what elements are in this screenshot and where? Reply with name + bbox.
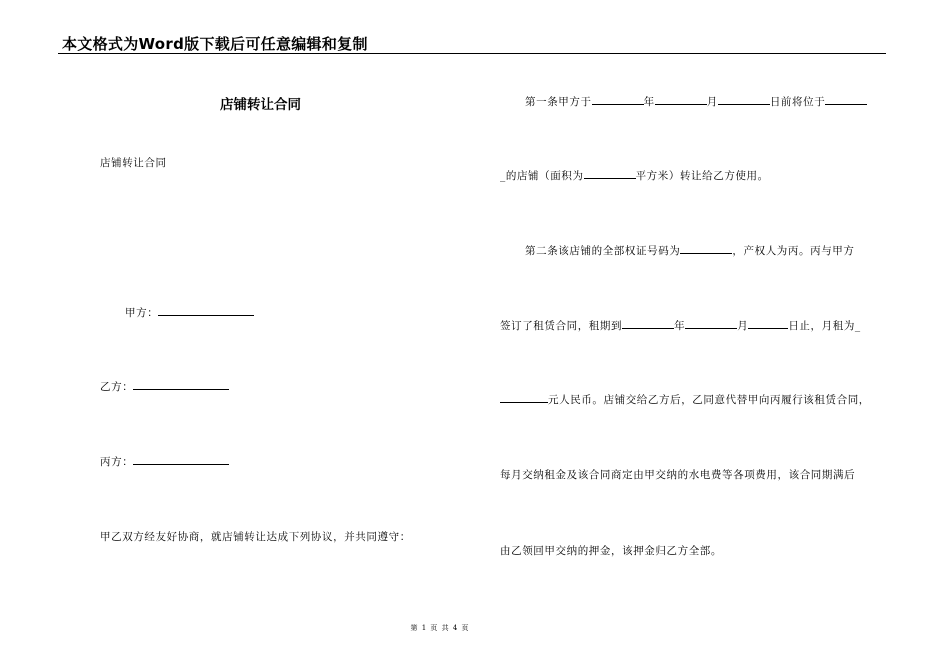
party-b-line (100, 379, 229, 394)
header-rule (58, 53, 886, 54)
area-text: _的店铺（面积为 (500, 170, 584, 182)
clause-1-line-2 (500, 168, 769, 183)
rent-text: 日止，月租为_ (788, 320, 861, 332)
document-title: 店铺转让合同 (220, 97, 301, 113)
lease-day-blank (748, 318, 788, 329)
area-blank (584, 168, 636, 179)
lease-text: 签订了租赁合同，租期到 (500, 320, 623, 332)
party-b-blank (133, 379, 229, 390)
month-label: 月 (706, 96, 718, 108)
month-blank (655, 94, 707, 105)
transfer-text: 平方米）转让给乙方使用。 (635, 170, 769, 182)
clause-2-line-1 (525, 243, 855, 258)
rent-amount-blank (500, 392, 548, 403)
lease-month-label: 月 (737, 320, 749, 332)
party-c-label: 丙方： (100, 456, 134, 468)
year-blank (592, 94, 644, 105)
clause-2-line-5: 由乙领回甲交纳的押金，该押金归乙方全部。 (500, 545, 722, 557)
clause-2-line-3 (500, 392, 870, 407)
party-a-line (125, 305, 254, 320)
day-blank (718, 94, 770, 105)
intro-paragraph: 甲乙双方经友好协商，就店铺转让达成下列协议，并共同遵守： (100, 531, 411, 543)
party-a-label: 甲方： (125, 307, 159, 319)
party-a-blank (158, 305, 254, 316)
clause-2-text: 第二条该店铺的全部权证号码为 (525, 245, 681, 257)
party-c-blank (133, 454, 229, 465)
location-label: 日前将位于 (769, 96, 826, 108)
location-blank (825, 94, 867, 105)
clause-2-line-2 (500, 318, 861, 333)
lease-year-label: 年 (674, 320, 686, 332)
clause-1-line-1 (525, 94, 867, 109)
party-b-label: 乙方： (100, 381, 134, 393)
party-c-line (100, 454, 229, 469)
year-label: 年 (643, 96, 655, 108)
page-footer: 第 1 页 共 4 页 (410, 624, 470, 632)
clause-1-text: 第一条甲方于 (525, 96, 592, 108)
lease-year-blank (622, 318, 674, 329)
contract-subtitle: 店铺转让合同 (100, 157, 167, 169)
certificate-blank (680, 243, 732, 254)
owner-text: ，产权人为丙。丙与甲方 (732, 245, 855, 257)
lease-month-blank (685, 318, 737, 329)
rmb-text: 元人民币。店铺交给乙方后，乙同意代替甲向丙履行该租赁合同， (548, 394, 870, 406)
clause-2-line-4: 每月交纳租金及该合同商定由甲交纳的水电费等各项费用，该合同期满后 (500, 469, 856, 481)
document-header-banner: 本文格式为Word版下载后可任意编辑和复制 (62, 35, 368, 53)
